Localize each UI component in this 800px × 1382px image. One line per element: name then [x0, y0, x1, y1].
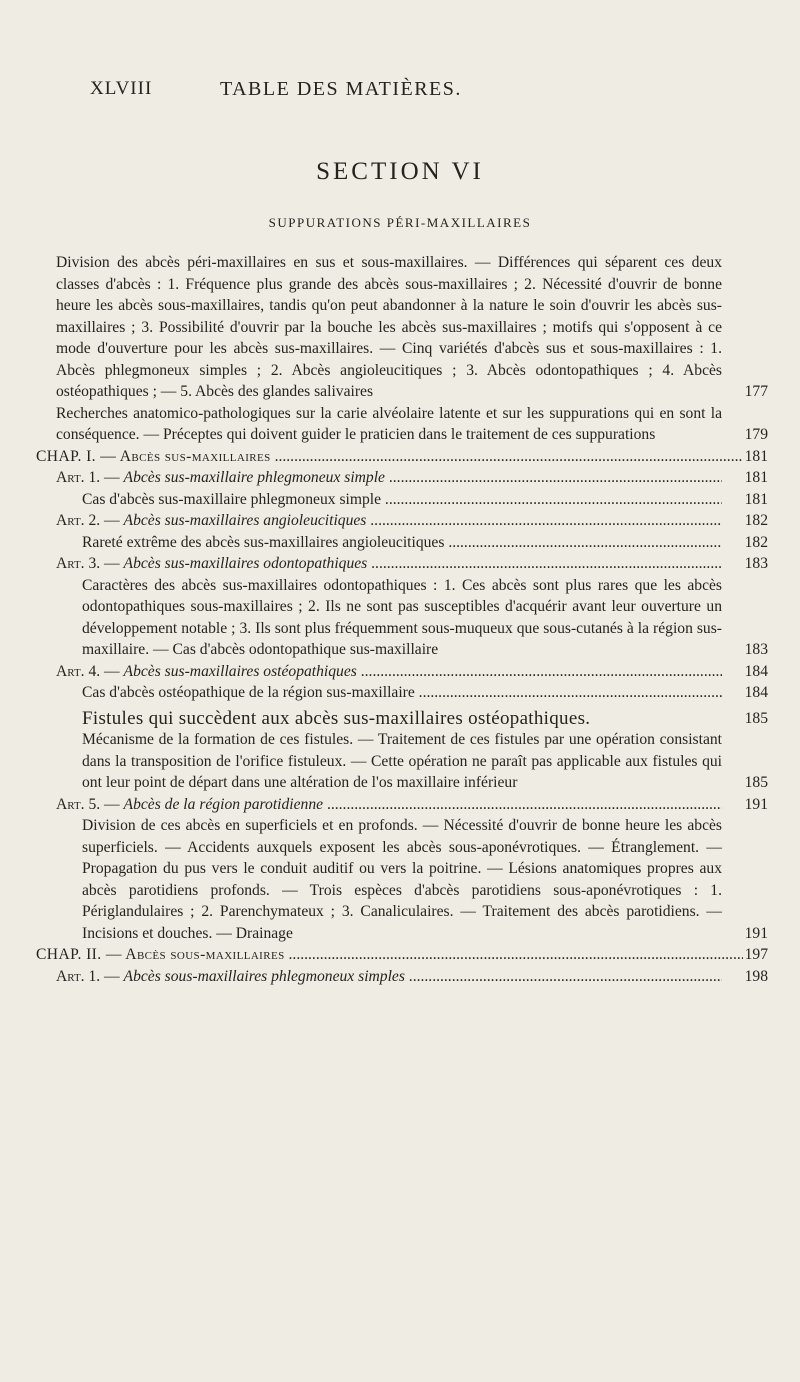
entry-page: 184	[743, 682, 768, 704]
entry-page: 185	[743, 708, 768, 730]
toc-entry-cas-phlegmoneux	[36, 489, 766, 511]
entry-page: 183	[743, 553, 768, 575]
page-number: XLVIII	[90, 78, 153, 99]
section-subtitle: SUPPURATIONS PÉRI-MAXILLAIRES	[268, 215, 532, 230]
article-label: Art. 2. —	[56, 512, 124, 529]
article-title: Abcès sus-maxillaires odontopathiques	[123, 555, 368, 572]
entry-text: Division de ces abcès en superficiels et en profonds. — Nécessité d'ouvrir de bonne heure les abcès superficiels. — Accidents auxquels exposent les abcès sous-aponévrotiques. — Étranglement. — Propagation du pus vers le conduit auditif ou vers la poitrine. — Lésions anatomiques propres aux abcès parotidiens profonds. — Trois espèces d'abcès parotidiens sous-aponévrotiques : 1. Périglandulaires ; 2. Parenchymateux ; 3. Canaliculaires. — Traitement des abcès parotidiens. — Incisions et douches. — Drainage	[82, 817, 722, 942]
entry-text: Rareté extrême des abcès sus-maxillaires angioleucitiques .....	[82, 532, 722, 554]
toc-article-4	[36, 661, 766, 683]
running-title: TABLE DES MATIÈRES.	[220, 78, 462, 100]
toc-entry-caracteres	[36, 575, 766, 661]
toc-article-1	[36, 467, 766, 489]
article-title: Abcès sus-maxillaires ostéopathiques	[123, 662, 357, 680]
entry-page: 183	[743, 639, 768, 661]
entry-text: Mécanisme de la formation de ces fistules. — Traitement de ces fistules par une opération consistant dans la transposition de l'orifice fistuleux. — Cette opération ne paraît pas applicable aux fistules qui ont leur point de départ dans une altération de l'os maxillaire inférieur	[82, 731, 722, 791]
chapter-label: CHAP. I. —	[36, 447, 120, 465]
entry-page: 181	[743, 489, 768, 511]
toc-body	[36, 252, 766, 987]
entry-page: 184	[743, 661, 768, 683]
toc-entry-rarete	[36, 532, 766, 554]
article-label: Art. 1. —	[56, 469, 124, 486]
article-title: Abcès de la région parotidienne	[123, 795, 324, 813]
entry-page: 197	[743, 944, 768, 966]
entry-text: Recherches anatomico-pathologiques sur la carie alvéolaire latente et sur les suppurations qui en sont la conséquence. — Préceptes qui doivent guider le praticien dans le traitement de ces suppurations	[56, 404, 722, 443]
toc-article-6	[36, 966, 766, 988]
toc-entry-division	[36, 252, 766, 403]
running-header	[90, 78, 710, 106]
toc-article-5	[36, 794, 766, 816]
toc-entry-fistules	[36, 708, 766, 730]
toc-entry-recherches	[36, 403, 766, 446]
toc-article-2	[36, 510, 766, 532]
entry-page: 182	[743, 510, 768, 532]
entry-page: 179	[743, 424, 768, 446]
chapter-title: Abcès sous-maxillaires	[125, 946, 285, 963]
entry-page: 182	[743, 532, 768, 554]
entry-text: Cas d'abcès ostéopathique de la région sus-maxillaire .....	[82, 682, 722, 704]
article-title: Abcès sus-maxillaire phlegmoneux simple	[123, 469, 385, 486]
article-label: Art. 1. —	[56, 967, 124, 985]
article-label: Art. 4. —	[56, 662, 124, 680]
toc-article-3	[36, 553, 766, 575]
toc-chapter-2	[36, 944, 766, 966]
article-title: Abcès sus-maxillaires angioleucitiques	[123, 512, 367, 529]
toc-chapter-1	[36, 446, 766, 468]
toc-entry-mecanisme	[36, 729, 766, 794]
toc-entry-division-parotidiens	[36, 815, 766, 944]
entry-text: Caractères des abcès sus-maxillaires odontopathiques : 1. Ces abcès sont plus rares que les abcès odontopathiques sous-maxillaires ; 2. Ils ne sont pas susceptibles d'acquérir avant leur ouverture un développement notable ; 3. Ils sont plus fréquemment sous-muqueux que sous-cutanés à la région sus-maxillaire. — Cas d'abcès odontopathique sus-maxillaire	[82, 576, 722, 658]
entry-page: 181	[743, 467, 768, 489]
toc-entry-cas-osteopathique	[36, 682, 766, 704]
section-title: SECTION VI	[316, 158, 484, 185]
chapter-title: Abcès sus-maxillaires	[119, 447, 271, 465]
entry-page: 185	[743, 772, 768, 794]
article-label: Art. 5. —	[56, 795, 124, 813]
entry-text: Division des abcès péri-maxillaires en sus et sous-maxillaires. — Différences qui séparent ces deux classes d'abcès : 1. Fréquence plus grande des abcès sous-maxillaires ; 2. Nécessité d'ouvrir de bonne heure les abcès sous-maxillaires, tandis qu'on peut abandonner à la nature le soin d'ouvrir les abcès sus-maxillaires ; 3. Possibilité d'ouvrir par la bouche les abcès sus-maxillaires ; motifs qui s'opposent à ce mode d'ouverture pour les abcès sus-maxillaires. — Cinq variétés d'abcès sus et sous-maxillaires : 1. Abcès phlegmoneux simples ; 2. Abcès angioleucitiques ; 3. Abcès odontopathiques ; 4. Abcès ostéopathiques ; — 5. Abcès des glandes salivaires	[56, 254, 722, 400]
entry-text: Cas d'abcès sus-maxillaire phlegmoneux simple .....	[82, 489, 722, 511]
entry-page: 181	[743, 446, 768, 468]
entry-page: 191	[743, 923, 768, 945]
entry-page: 198	[743, 966, 768, 988]
entry-page: 177	[743, 381, 768, 403]
entry-heading: Fistules qui succèdent aux abcès sus-maxillaires ostéopathiques.	[82, 707, 591, 729]
article-title: Abcès sous-maxillaires phlegmoneux simples	[123, 967, 405, 985]
chapter-label: CHAP. II. —	[36, 946, 126, 963]
entry-page: 191	[743, 794, 768, 816]
article-label: Art. 3. —	[56, 555, 124, 572]
